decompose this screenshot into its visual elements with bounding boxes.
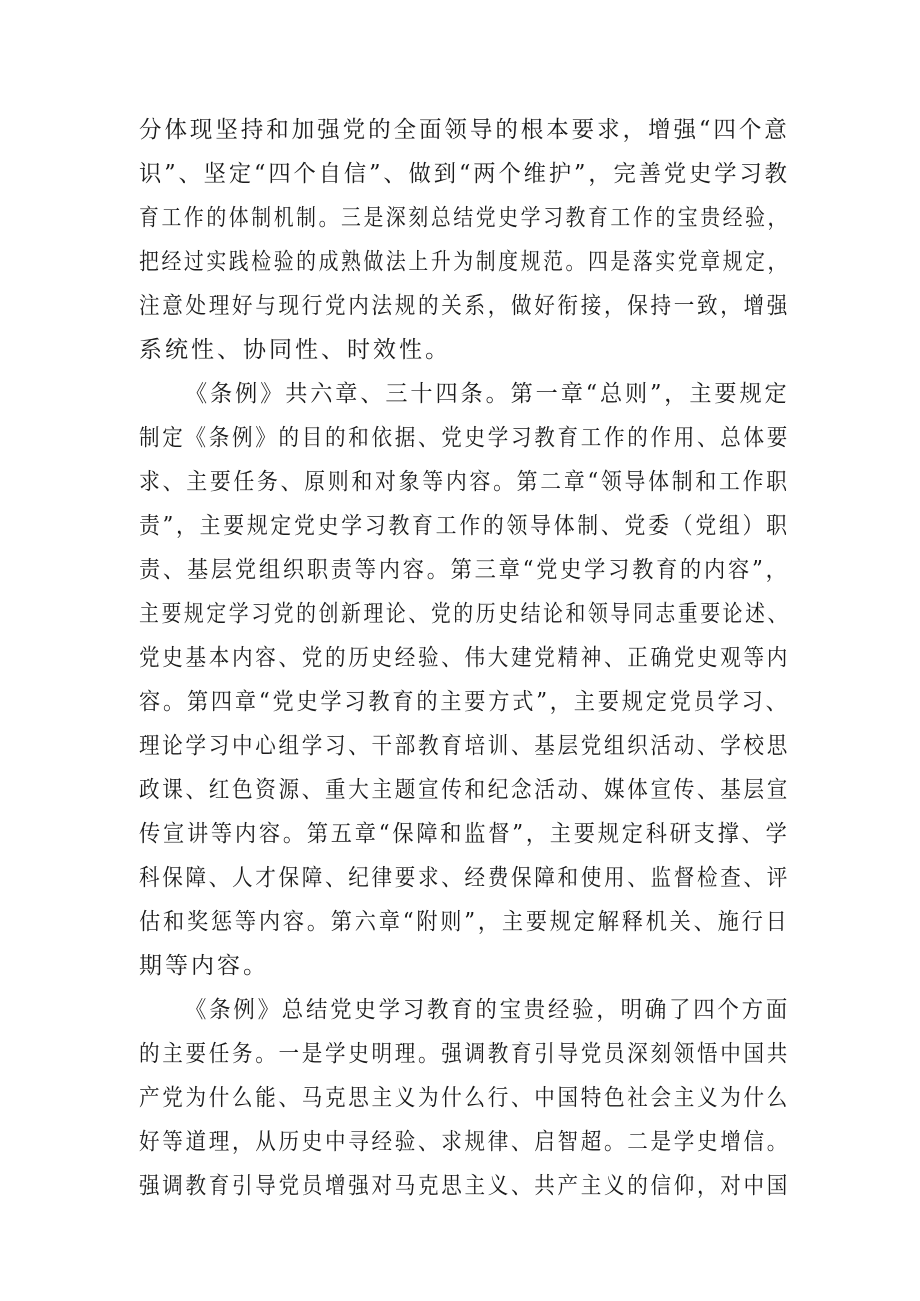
text-line-indented: 《条例》共六章、三十四条。第一章“总则”，主要规定 (185, 381, 790, 407)
text-line: 党史基本内容、党的历史经验、伟大建党精神、正确党史观等内 (139, 645, 790, 671)
text-line: 强调教育引导党员增强对马克思主义、共产主义的信仰，对中国 (139, 1173, 790, 1199)
text-line: 政课、红色资源、重大主题宣传和纪念活动、媒体宣传、基层宣 (139, 777, 790, 803)
text-line: 分体现坚持和加强党的全面领导的根本要求，增强“四个意 (139, 117, 790, 143)
text-line: 责”，主要规定党史学习教育工作的领导体制、党委（党组）职 (139, 513, 790, 539)
text-line: 产党为什么能、马克思主义为什么行、中国特色社会主义为什么 (139, 1085, 790, 1111)
text-line: 注意处理好与现行党内法规的关系，做好衔接，保持一致，增强 (139, 293, 790, 319)
text-line: 理论学习中心组学习、干部教育培训、基层党组织活动、学校思 (139, 733, 790, 759)
text-line: 估和奖惩等内容。第六章“附则”，主要规定解释机关、施行日 (139, 909, 790, 935)
text-line: 期等内容。 (139, 953, 269, 979)
text-line: 科保障、人才保障、纪律要求、经费保障和使用、监督检查、评 (139, 865, 790, 891)
text-line: 求、主要任务、原则和对象等内容。第二章“领导体制和工作职 (139, 469, 790, 495)
text-line: 识”、坚定“四个自信”、做到“两个维护”，完善党史学习教 (139, 161, 790, 187)
text-line: 主要规定学习党的创新理论、党的历史结论和领导同志重要论述、 (139, 601, 791, 627)
text-line: 好等道理，从历史中寻经验、求规律、启智超。二是学史增信。 (139, 1129, 790, 1155)
text-line: 传宣讲等内容。第五章“保障和监督”，主要规定科研支撑、学 (139, 821, 790, 847)
text-line: 系统性、协同性、时效性。 (139, 337, 451, 363)
text-line: 责、基层党组织职责等内容。第三章“党史学习教育的内容”， (139, 557, 790, 583)
text-line: 育工作的体制机制。三是深刻总结党史学习教育工作的宝贵经验， (139, 205, 791, 231)
text-line: 把经过实践检验的成熟做法上升为制度规范。四是落实党章规定， (139, 249, 791, 275)
text-line: 容。第四章“党史学习教育的主要方式”，主要规定党员学习、 (139, 689, 790, 715)
text-line-indented: 《条例》总结党史学习教育的宝贵经验，明确了四个方面 (185, 997, 791, 1023)
text-line: 制定《条例》的目的和依据、党史学习教育工作的作用、总体要 (139, 425, 790, 451)
text-line: 的主要任务。一是学史明理。强调教育引导党员深刻领悟中国共 (139, 1041, 790, 1067)
